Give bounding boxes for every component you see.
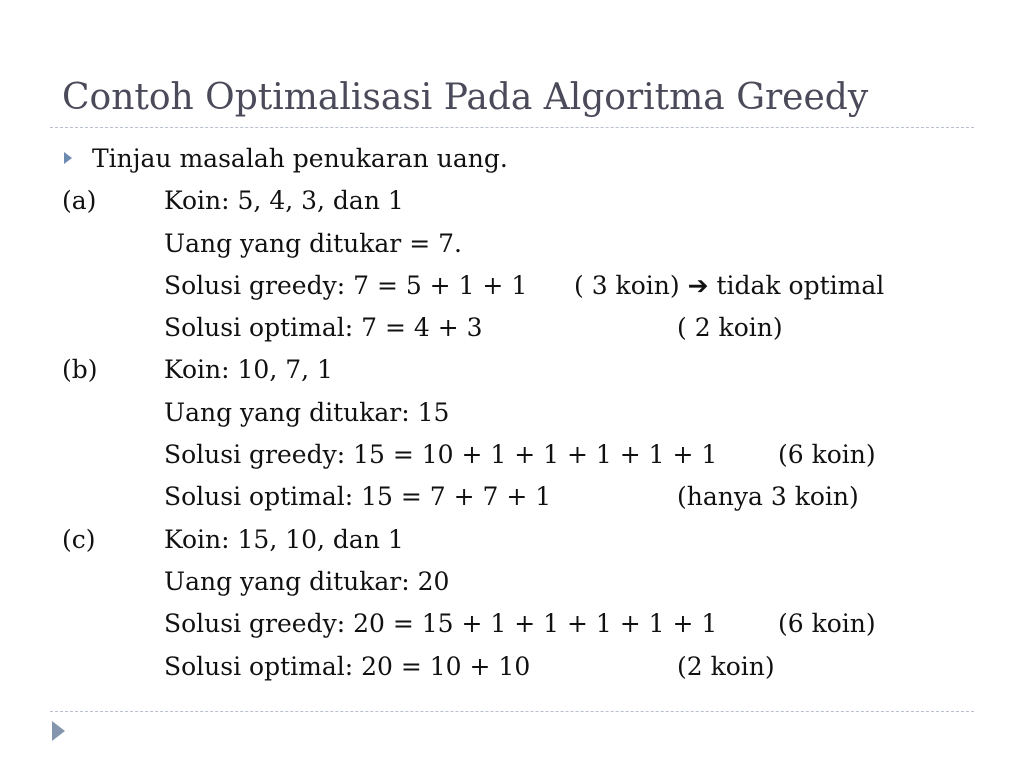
intro-text: Tinjau masalah penukaran uang.	[92, 144, 508, 173]
case-a-amount-line	[62, 223, 982, 265]
case-b-greedy-count: (6 koin)	[778, 440, 876, 470]
case-b-amount: Uang yang ditukar: 15	[164, 397, 450, 427]
intro-line	[62, 138, 982, 180]
case-c-coins-line	[62, 519, 982, 561]
case-a-verdict: tidak optimal	[716, 270, 885, 300]
case-a-amount: Uang yang ditukar = 7.	[164, 228, 462, 258]
case-c-amount-line	[62, 561, 982, 603]
slide-body	[62, 138, 982, 688]
case-b-optimal-line	[62, 476, 982, 518]
case-a-label: (a)	[62, 186, 97, 216]
title-divider	[50, 127, 974, 128]
right-arrow-icon: ➔	[687, 270, 709, 300]
case-a-optimal-count: ( 2 koin)	[677, 313, 783, 343]
case-c-greedy: Solusi greedy: 20 = 15 + 1 + 1 + 1 + 1 + 1	[164, 609, 718, 639]
case-b-greedy: Solusi greedy: 15 = 10 + 1 + 1 + 1 + 1 + 1	[164, 440, 718, 470]
case-a-optimal: Solusi optimal: 7 = 4 + 3	[164, 313, 483, 343]
case-a-coins-line	[62, 180, 982, 222]
case-b-optimal: Solusi optimal: 15 = 7 + 7 + 1	[164, 482, 552, 512]
case-c-optimal: Solusi optimal: 20 = 10 + 10	[164, 651, 531, 681]
triangle-bullet-icon	[64, 152, 72, 164]
case-c-coins: Koin: 15, 10, dan 1	[164, 524, 404, 554]
case-c-label: (c)	[62, 524, 96, 554]
case-b-coins-line	[62, 349, 982, 391]
case-c-amount: Uang yang ditukar: 20	[164, 566, 450, 596]
case-a-coins: Koin: 5, 4, 3, dan 1	[164, 186, 404, 216]
case-b-greedy-line	[62, 434, 982, 476]
case-c-greedy-line	[62, 603, 982, 645]
case-a-greedy-result	[574, 265, 884, 307]
case-c-greedy-count: (6 koin)	[778, 609, 876, 639]
case-c-optimal-line	[62, 646, 982, 688]
slide-title: Contoh Optimalisasi Pada Algoritma Greedy	[62, 77, 869, 118]
case-b-optimal-count: (hanya 3 koin)	[677, 482, 859, 512]
case-a-greedy: Solusi greedy: 7 = 5 + 1 + 1	[164, 270, 528, 300]
case-a-greedy-count: ( 3 koin)	[574, 270, 680, 300]
case-b-label: (b)	[62, 355, 98, 385]
case-a-greedy-line	[62, 265, 982, 307]
case-a-optimal-line	[62, 307, 982, 349]
case-b-coins: Koin: 10, 7, 1	[164, 355, 333, 385]
case-b-amount-line	[62, 392, 982, 434]
case-c-optimal-count: (2 koin)	[677, 651, 775, 681]
footer-divider	[50, 711, 974, 712]
next-slide-icon[interactable]	[52, 721, 65, 741]
